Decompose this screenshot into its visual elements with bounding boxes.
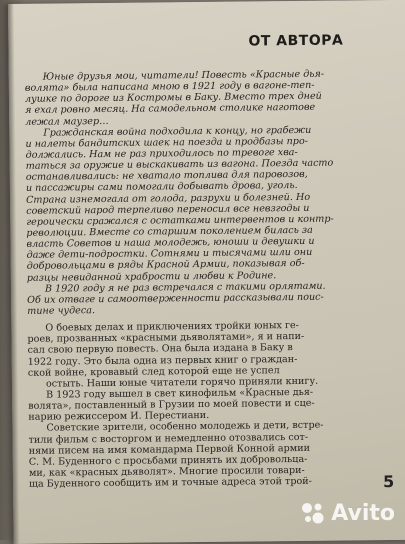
watermark-text: Avito bbox=[331, 500, 395, 526]
text-line: нями писем на имя командарма Первой Конной армии bbox=[28, 442, 311, 457]
text-line: я ехал ровно месяц. На самодельном столике наготове bbox=[25, 102, 316, 117]
text-line: остыть. Наши юные читатели горячо приняли книгу. bbox=[45, 375, 319, 390]
text-line: волята», поставленный в Грузии по моей повести и сце- bbox=[28, 397, 315, 412]
page-number: 5 bbox=[382, 471, 395, 492]
avito-watermark bbox=[299, 500, 395, 526]
body-text bbox=[25, 68, 381, 490]
text-line: революции. Вместе со старшим поколением билась за bbox=[26, 224, 313, 239]
text-line: власть Советов и наша молодежь, юноши и девушки и bbox=[26, 235, 315, 250]
text-line: В 1920 году я не раз встречался с такими орлятами. bbox=[44, 280, 326, 295]
book-page bbox=[8, 0, 405, 544]
text-line: таться за оружие и выскакивать из вагона. Поезда часто bbox=[25, 157, 334, 172]
page-title: ОТ АВТОРА bbox=[248, 32, 344, 50]
text-line: лушке по дороге из Костромы в Баку. Вместо трех дней bbox=[24, 91, 322, 106]
text-line: тине чудеса. bbox=[27, 305, 96, 317]
text-line: разцы невиданной храбрости и любви к Родине. bbox=[26, 269, 277, 284]
text-line: 1922 году. Это была одна из первых книг о граждан- bbox=[27, 353, 298, 368]
text-line: героически сражался с остатками интервентов и контр- bbox=[26, 213, 334, 228]
text-line: советский народ терпеливо переносил все невзгоды и bbox=[26, 202, 310, 217]
text-line: даже дети-подростки. Сотнями и тысячами шли они bbox=[26, 247, 313, 262]
text-line: лежал маузер… bbox=[25, 115, 109, 128]
text-line: ща Буденного сообщить им и точные адреса этой трой- bbox=[28, 475, 312, 490]
text-line: и пассажиры сами помогали добывать дрова, уголь. bbox=[25, 180, 298, 195]
text-line: должались. Нам не раз приходилось по тревоге хва- bbox=[25, 146, 298, 161]
text-line: С. М. Буденного с просьбами принять их добровольца- bbox=[28, 453, 308, 468]
text-line: нарию режиссером И. Перестиани. bbox=[28, 410, 210, 424]
text-line: Страна изнемогала от голода, разрухи и болезней. Но bbox=[25, 191, 311, 206]
text-line: и налеты бандитских шаек на поезда и продбазы про- bbox=[25, 135, 309, 150]
text-line: ской войне, кровавый след которой еще не успел bbox=[27, 364, 280, 379]
text-line: роев, прозванных «красными дьяволятами», я и напи- bbox=[27, 331, 305, 346]
text-line: В 1923 году вышел в свет кинофильм «Красные дья- bbox=[46, 386, 314, 401]
text-line: Об их отваге и самоотверженности рассказывали поис- bbox=[27, 291, 324, 306]
text-line: ми, как «красных дьяволят». Многие просили товари- bbox=[28, 464, 305, 479]
avito-logo-icon bbox=[299, 500, 325, 526]
text-line: волята» была написана мною в 1921 году в вагоне-теп- bbox=[24, 79, 315, 94]
text-line: останавливались: не хватало топлива для паровозов, bbox=[25, 169, 308, 184]
text-line: сал свою первую повесть. Она была издана в Баку в bbox=[27, 342, 293, 357]
text-line: тили фильм с восторгом и немедленно отозвались сот- bbox=[28, 431, 309, 446]
text-line: Гражданская война подходила к концу, но грабежи bbox=[43, 124, 312, 139]
text-line: Советские зрители, особенно молодежь и дети, встре- bbox=[46, 420, 324, 434]
text-line: О боевых делах и приключениях тройки юных ге- bbox=[45, 320, 299, 334]
text-line: Юные друзья мои, читатели! Повесть «Красные дья- bbox=[42, 68, 325, 83]
text-line: добровольцами в ряды Красной Армии, показывая об- bbox=[26, 258, 305, 273]
